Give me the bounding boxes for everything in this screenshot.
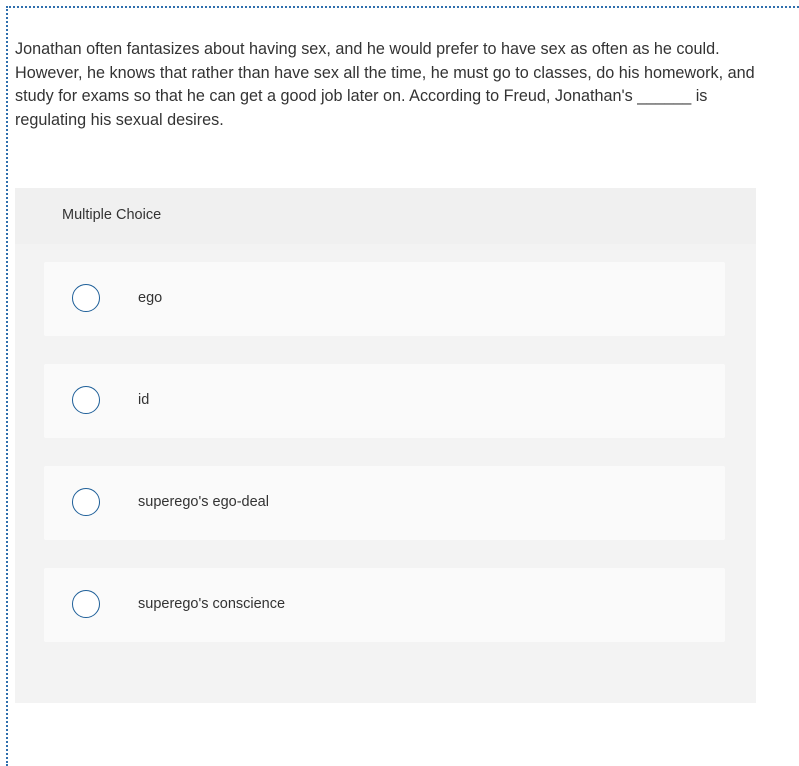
panel-title: Multiple Choice	[62, 207, 162, 223]
panel-header	[15, 188, 756, 244]
choice-label: superego's conscience	[138, 596, 286, 612]
choice-ego[interactable]	[44, 262, 725, 336]
choice-label: id	[138, 392, 150, 408]
question-text: Jonathan often fantasizes about having sex, and he would prefer to have sex as often as he could. However, he knows that rather than have sex all the time, he must go to classes, do his homework, and study for exams so that he can get a good job later on. According to Freud, Jonathan's ______ is regulating his sexual desires.	[15, 40, 755, 129]
choice-superego-conscience[interactable]	[44, 568, 725, 642]
choice-label: superego's ego-deal	[138, 494, 269, 510]
choice-id[interactable]	[44, 364, 725, 438]
radio-button[interactable]	[72, 590, 100, 618]
answer-panel	[15, 188, 756, 703]
choice-superego-ego-deal[interactable]	[44, 466, 725, 540]
choice-label: ego	[138, 290, 163, 306]
radio-button[interactable]	[72, 284, 100, 312]
radio-button[interactable]	[72, 386, 100, 414]
radio-button[interactable]	[72, 488, 100, 516]
